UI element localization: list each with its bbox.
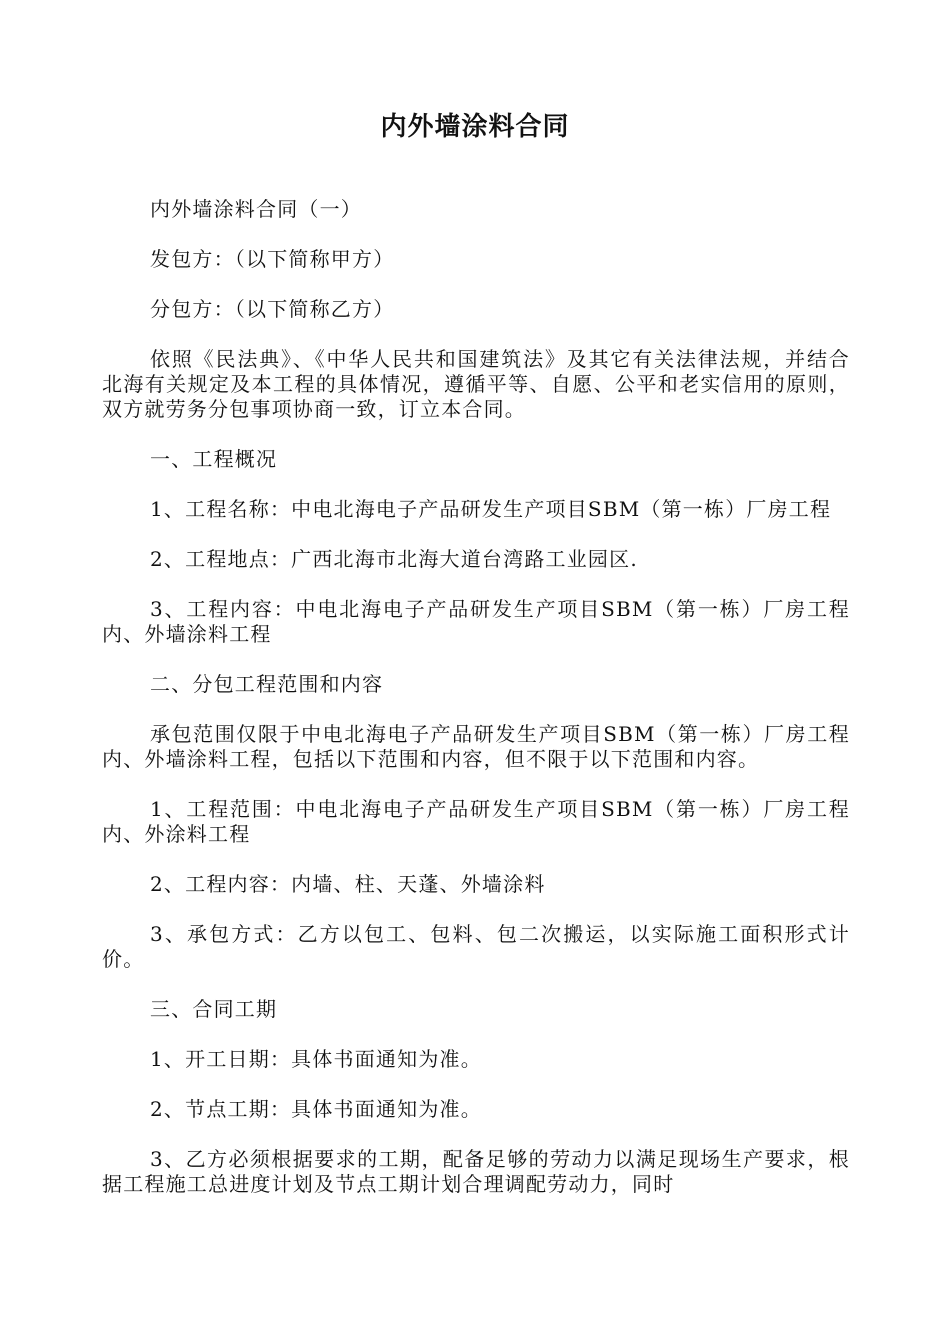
paragraph-preamble: 依照《民法典》、《中华人民共和国建筑法》及其它有关法律法规，并结合北海有关规定及本工程的具体情况，遵循平等、自愿、公平和老实信用的原则，双方就劳务分包事项协商一致，订立本合同。 bbox=[102, 347, 850, 421]
section-heading-overview: 一、工程概况 bbox=[150, 447, 278, 471]
paragraph-party-a: 发包方：（以下简称甲方） bbox=[150, 247, 395, 271]
paragraph-start-date: 1、开工日期：具体书面通知为准。 bbox=[150, 1047, 482, 1071]
section-heading-schedule: 三、合同工期 bbox=[150, 997, 278, 1021]
paragraph-project-name: 1、工程名称：中电北海电子产品研发生产项目SBM（第一栋）厂房工程 bbox=[150, 497, 832, 521]
paragraph-project-content: 3、工程内容：中电北海电子产品研发生产项目SBM（第一栋）厂房工程内、外墙涂料工程 bbox=[102, 597, 850, 646]
paragraph-scope-intro: 承包范围仅限于中电北海电子产品研发生产项目SBM（第一栋）厂房工程内、外墙涂料工程，包括以下范围和内容，但不限于以下范围和内容。 bbox=[102, 722, 850, 771]
paragraph-scope-range: 1、工程范围：中电北海电子产品研发生产项目SBM（第一栋）厂房工程内、外涂料工程 bbox=[102, 797, 850, 846]
document-body bbox=[102, 197, 850, 1197]
paragraph-milestone: 2、节点工期：具体书面通知为准。 bbox=[150, 1097, 482, 1121]
paragraph-party-b: 分包方：（以下简称乙方） bbox=[150, 297, 395, 321]
paragraph-contract-method: 3、承包方式：乙方以包工、包料、包二次搬运，以实际施工面积形式计价。 bbox=[102, 922, 850, 971]
paragraph-labor-requirement: 3、乙方必须根据要求的工期，配备足够的劳动力以满足现场生产要求，根据工程施工总进度计划及节点工期计划合理调配劳动力，同时 bbox=[102, 1147, 850, 1196]
section-heading-scope: 二、分包工程范围和内容 bbox=[150, 672, 384, 696]
paragraph-project-location: 2、工程地点：广西北海市北海大道台湾路工业园区. bbox=[150, 547, 638, 571]
paragraph-scope-content: 2、工程内容：内墙、柱、天蓬、外墙涂料 bbox=[150, 872, 546, 896]
paragraph-contract-heading: 内外墙涂料合同（一） bbox=[150, 197, 362, 221]
document-title: 内外墙涂料合同 bbox=[380, 112, 570, 142]
